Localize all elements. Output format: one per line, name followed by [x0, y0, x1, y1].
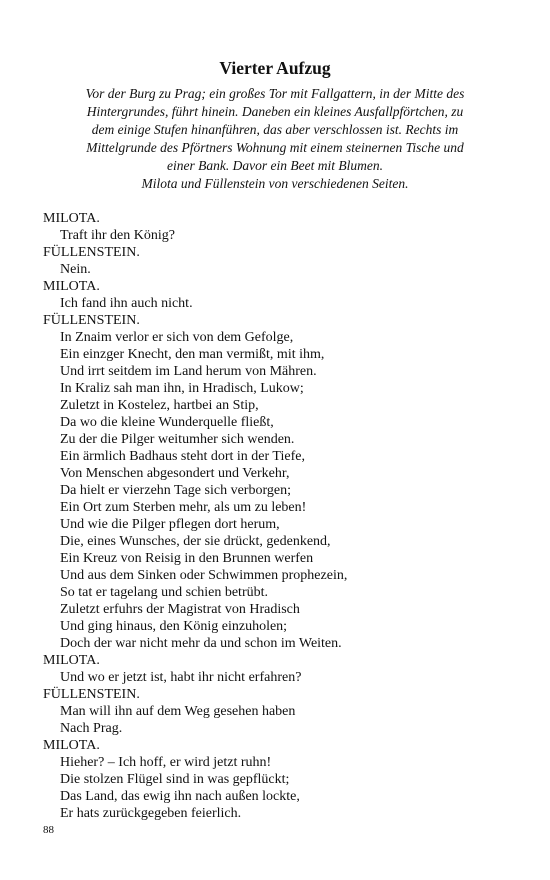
act-title: Vierter Aufzug — [219, 58, 331, 78]
stage-direction-line: Mittelgrunde des Pförtners Wohnung mit einem steinernen Tische und — [86, 140, 464, 155]
verse-line: Von Menschen abgesondert und Verkehr, — [60, 466, 290, 481]
speaker-name: MILOTA. — [43, 738, 100, 753]
stage-direction-line: dem einige Stufen hinanführen, das aber verschlossen ist. Rechts im — [91, 122, 459, 137]
verse-line: Zuletzt erfuhrs der Magistrat von Hradisch — [60, 602, 300, 617]
stage-direction-line: Milota und Füllenstein von verschiedenen Seiten. — [141, 176, 409, 191]
verse-line: Die, eines Wunsches, der sie drückt, gedenkend, — [60, 534, 331, 549]
verse-line: Nein. — [60, 262, 91, 277]
stage-direction — [43, 85, 507, 193]
speaker-name: FÜLLENSTEIN. — [43, 313, 140, 328]
speaker-name: MILOTA. — [43, 279, 100, 294]
verse-line: Man will ihn auf dem Weg gesehen haben — [60, 704, 296, 719]
verse-line: Ein Kreuz von Reisig in den Brunnen werfen — [60, 551, 314, 566]
verse-line: Da hielt er vierzehn Tage sich verborgen; — [60, 483, 291, 498]
speaker-name: FÜLLENSTEIN. — [43, 245, 140, 260]
verse-line: So tat er tagelang und schien betrübt. — [60, 585, 268, 600]
stage-direction-line: Hintergrundes, führt hinein. Daneben ein kleines Ausfallpförtchen, zu — [86, 104, 464, 119]
verse-line: Das Land, das ewig ihn nach außen lockte, — [60, 789, 300, 804]
verse-line: Nach Prag. — [60, 721, 123, 736]
verse-line: Ein ärmlich Badhaus steht dort in der Tiefe, — [60, 449, 305, 464]
verse-line: Ein einzger Knecht, den man vermißt, mit ihm, — [60, 347, 325, 362]
stage-direction-line: Vor der Burg zu Prag; ein großes Tor mit Fallgattern, in der Mitte des — [85, 86, 465, 101]
dialogue — [43, 210, 507, 822]
page-body — [43, 56, 507, 822]
verse-line: Und wie die Pilger pflegen dort herum, — [60, 517, 280, 532]
verse-line: Zu der die Pilger weitumher sich wenden. — [60, 432, 295, 447]
verse-line: Und irrt seitdem im Land herum von Mähren. — [60, 364, 317, 379]
verse-line: Und aus dem Sinken oder Schwimmen prophezein, — [60, 568, 348, 583]
verse-line: Doch der war nicht mehr da und schon im Weiten. — [60, 636, 342, 651]
speaker-name: FÜLLENSTEIN. — [43, 687, 140, 702]
speaker-name: MILOTA. — [43, 211, 100, 226]
verse-line: Und ging hinaus, den König einzuholen; — [60, 619, 288, 634]
verse-line: In Znaim verlor er sich von dem Gefolge, — [60, 330, 294, 345]
verse-line: Zuletzt in Kostelez, hartbei an Stip, — [60, 398, 259, 413]
verse-line: Er hats zurückgegeben feierlich. — [60, 806, 242, 821]
page-number: 88 — [43, 824, 54, 836]
verse-line: Ich fand ihn auch nicht. — [60, 296, 193, 311]
verse-line: Da wo die kleine Wunderquelle fließt, — [60, 415, 274, 430]
verse-line: Traft ihr den König? — [60, 228, 175, 243]
speaker-name: MILOTA. — [43, 653, 100, 668]
stage-direction-line: einer Bank. Davor ein Beet mit Blumen. — [167, 158, 383, 173]
verse-line: Ein Ort zum Sterben mehr, als um zu leben! — [60, 500, 307, 515]
verse-line: Die stolzen Flügel sind in was gepflückt; — [60, 772, 290, 787]
verse-line: Und wo er jetzt ist, habt ihr nicht erfahren? — [60, 670, 302, 685]
verse-line: Hieher? – Ich hoff, er wird jetzt ruhn! — [60, 755, 272, 770]
verse-line: In Kraliz sah man ihn, in Hradisch, Lukow; — [60, 381, 304, 396]
